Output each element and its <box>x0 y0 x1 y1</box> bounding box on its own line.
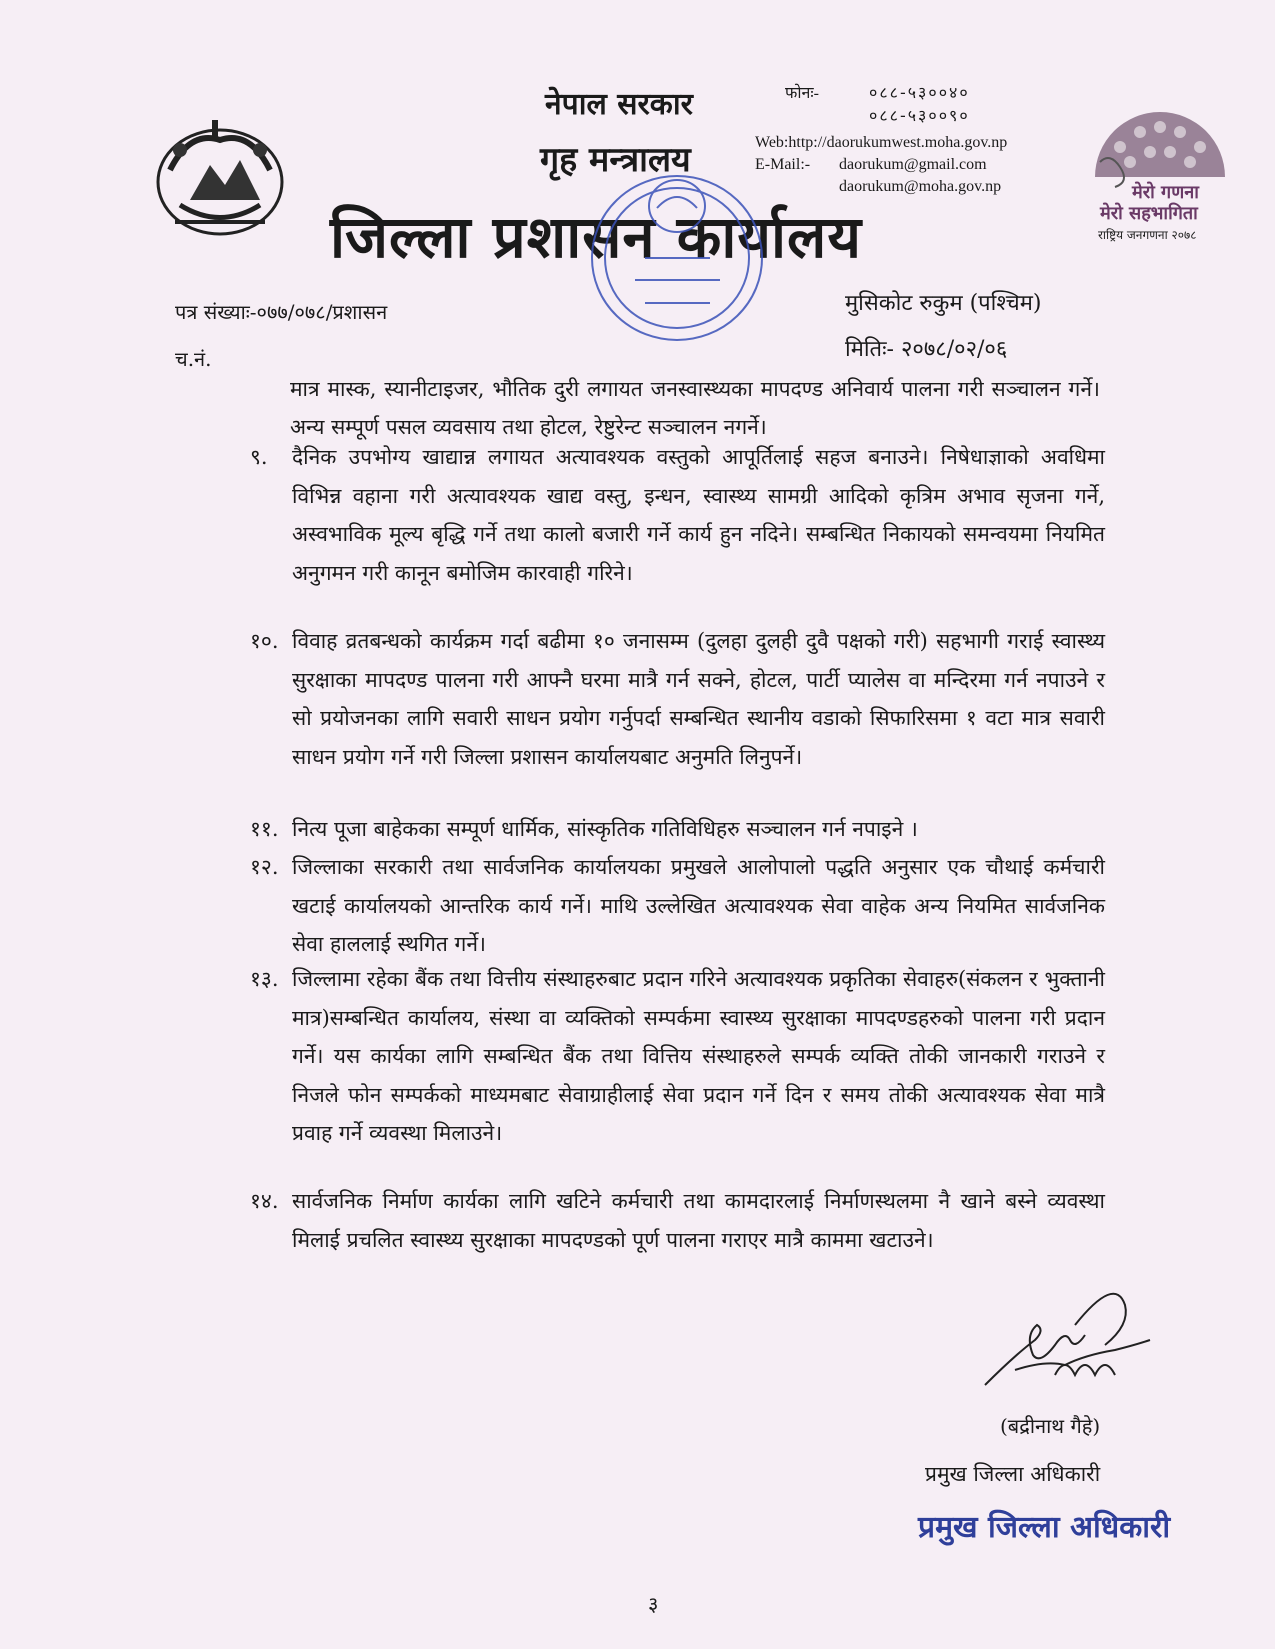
list-item <box>250 1182 1105 1259</box>
reference-number: पत्र संख्याः-०७७/०७८/प्रशासन <box>175 300 388 324</box>
email-label: E-Mail:- <box>755 156 811 173</box>
list-item <box>250 438 1105 592</box>
phone-number-1: ०८८-५३००४० <box>869 83 970 102</box>
item-text: जिल्लाका सरकारी तथा सार्वजनिक कार्यालयका प्रमुखले आलोपालो पद्धति अनुसार एक चौथाई कर्मचारी खटाई कार्यालयको आन्तरिक कार्य गर्ने। माथि उल्लेखित अत्यावश्यक सेवा वाहेक अन्य नियमित सार्वजनिक सेवा हाललाई स्थगित गर्ने। <box>292 855 1105 956</box>
item-text: जिल्लामा रहेका बैंक तथा वित्तीय संस्थाहरुबाट प्रदान गरिने अत्यावश्यक प्रकृतिका सेवाहरु(संकलन र भुक्तानी मात्र)सम्बन्धित कार्यालय, संस्था वा व्यक्तिको सम्पर्कमा स्वास्थ्य सुरक्षाका मापदण्डहरुको पालना गरी प्रदान गर्ने। यस कार्यका लागि सम्बन्धित बैंक तथा वित्तिय संस्थाहरुले सम्पर्क व्यक्ति तोकी जानकारी गराउने र निजले फोन सम्पर्कको माध्यमबाट सेवाग्राहीलाई सेवा प्रदान गर्ने दिन र समय तोकी अत्यावश्यक सेवा मात्रै प्रवाह गर्ने व्यवस्था मिलाउने। <box>292 967 1105 1145</box>
item-text: नित्य पूजा बाहेकका सम्पूर्ण धार्मिक, सांस्कृतिक गतिविधिहरु सञ्चालन गर्न नपाइने । <box>292 817 918 841</box>
census-caption: राष्ट्रिय जनगणना २०७८ <box>1098 228 1197 242</box>
signatory-title: प्रमुख जिल्ला अधिकारी <box>925 1462 1101 1486</box>
government-name: नेपाल सरकार <box>545 87 693 122</box>
item-text: सार्वजनिक निर्माण कार्यका लागि खटिने कर्मचारी तथा कामदारलाई निर्माणस्थलमा नै खाने बस्ने व्यवस्था मिलाई प्रचलित स्वास्थ्य सुरक्षाका मापदण्डको पूर्ण पालना गराएर मात्रै काममा खटाउने। <box>292 1189 1105 1252</box>
nepal-emblem-icon <box>150 110 290 245</box>
office-stamp-icon <box>585 168 770 348</box>
office-name: जिल्ला प्रशासन कार्यालय <box>330 203 863 271</box>
web-address: Web:http://daorukumwest.moha.gov.np <box>755 134 1008 151</box>
item-number: १४. <box>250 1189 279 1213</box>
item-number: १३. <box>250 967 279 991</box>
item-text: विवाह व्रतबन्धको कार्यक्रम गर्दा बढीमा १० जनासम्म (दुलहा दुलही दुवै पक्षको गरी) सहभागी गराई स्वास्थ्य सुरक्षाका मापदण्ड पालना गरी आफ्नै घरमा मात्रै गर्न सक्ने, होटल, पार्टी प्यालेस वा मन्दिरमा गर्न नपाउने र सो प्रयोजनका लागि सवारी साधन प्रयोग गर्नुपर्दा सम्बन्धित स्थानीय वडाको सिफारिसमा १ वटा मात्र सवारी साधन प्रयोग गर्ने गरी जिल्ला प्रशासन कार्यालयबाट अनुमति लिनुपर्ने। <box>292 629 1105 769</box>
email-1: daorukum@gmail.com <box>839 156 987 173</box>
list-item <box>250 810 1105 849</box>
phone-label: फोनः- <box>785 85 819 102</box>
phone-number-2: ०८८-५३००९० <box>869 106 970 125</box>
item-text: दैनिक उपभोग्य खाद्यान्न लगायत अत्यावश्यक वस्तुको आपूर्तिलाई सहज बनाउने। निषेधाज्ञाको अवधिमा विभिन्न वहाना गरी अत्यावश्यक खाद्य वस्तु, इन्धन, स्वास्थ्य सामग्री आदिको कृत्रिम अभाव सृजना गर्ने, अस्वभाविक मूल्य बृद्धि गर्ने तथा कालो बजारी गर्ने कार्य हुन नदिने। सम्बन्धित निकायको समन्वयमा नियमित अनुगमन गरी कानून बमोजिम कारवाही गरिने। <box>292 445 1105 585</box>
dispatch-number: च.नं. <box>175 347 212 371</box>
ministry-name: गृह मन्त्रालय <box>540 140 691 180</box>
office-location: मुसिकोट रुकुम (पश्चिम) <box>845 291 1042 316</box>
letter-date: मितिः- २०७८/०२/०६ <box>845 337 1008 362</box>
list-item <box>250 960 1105 1153</box>
page-number: ३ <box>648 1592 659 1616</box>
email-2: daorukum@moha.gov.np <box>839 178 1002 195</box>
item-number: १०. <box>250 629 279 653</box>
contact-block <box>755 82 1008 198</box>
handwritten-signature-icon <box>975 1285 1155 1405</box>
continuation-paragraph: मात्र मास्क, स्यानीटाइजर, भौतिक दुरी लगायत जनस्वास्थ्यका मापदण्ड अनिवार्य पालना गरी सञ्चालन गर्ने। अन्य सम्पूर्ण पसल व्यवसाय तथा होटल, रेष्टुरेन्ट सञ्चालन नगर्ने। <box>290 377 1100 439</box>
list-item <box>250 622 1105 776</box>
census-slogan-2: मेरो सहभागिता <box>1100 203 1198 224</box>
item-number: १२. <box>250 855 279 879</box>
item-number: ११. <box>250 817 279 841</box>
signatory-name: (बद्रीनाथ गैहे) <box>1000 1414 1101 1438</box>
list-item <box>250 848 1105 964</box>
census-slogan-1: मेरो गणना <box>1132 182 1199 203</box>
item-number: ९. <box>250 445 268 469</box>
title-stamp: प्रमुख जिल्ला अधिकारी <box>918 1510 1171 1545</box>
